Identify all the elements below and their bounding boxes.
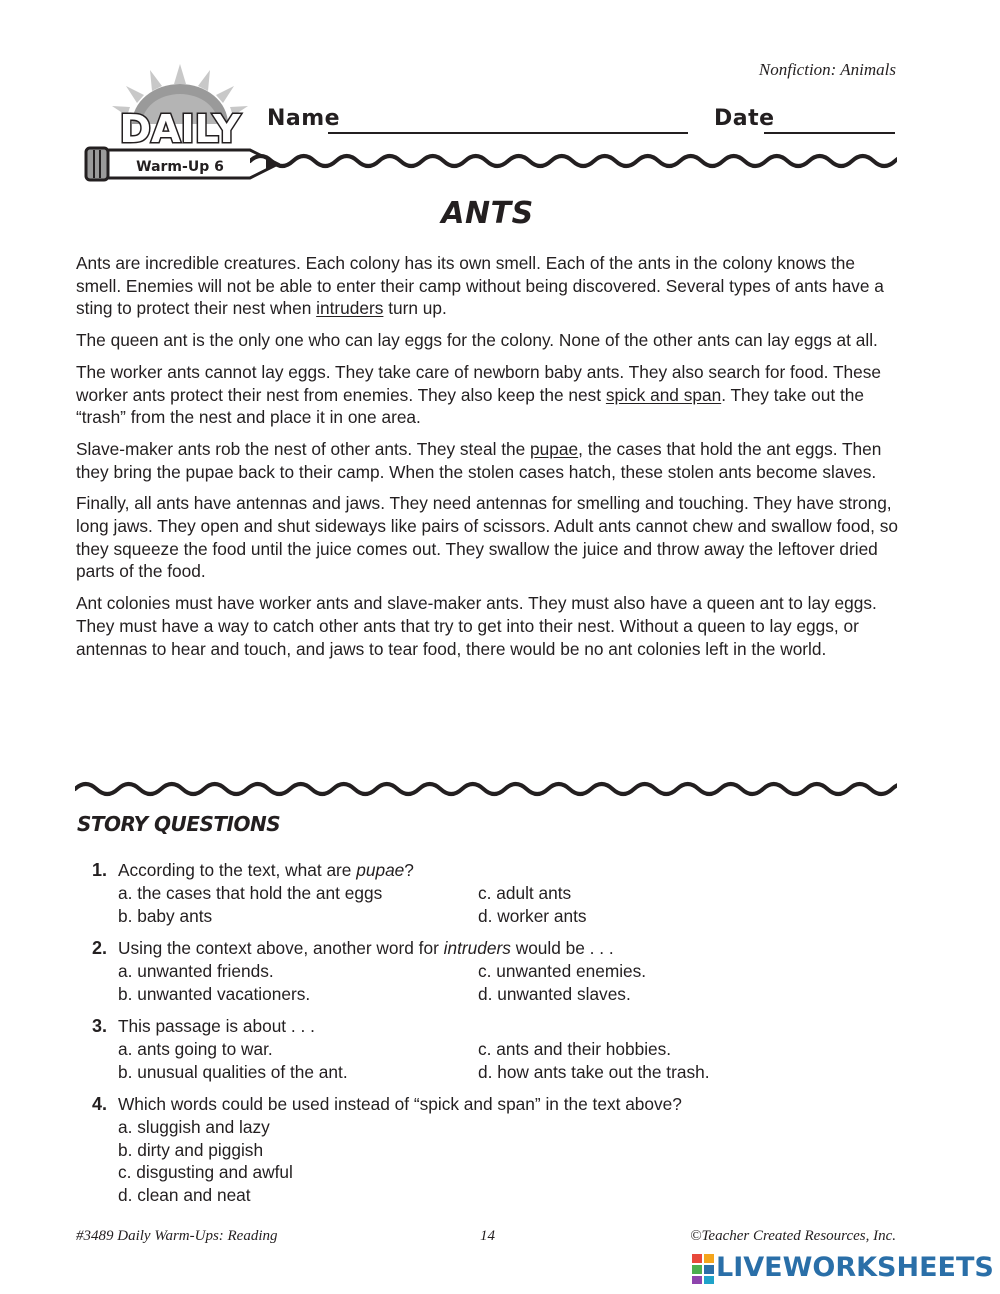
option-c[interactable]: c. disgusting and awful [118,1162,293,1183]
option-b[interactable]: b. baby ants [118,905,213,926]
footer-page-number: 14 [480,1228,495,1244]
option-d[interactable]: d. unwanted slaves. [478,983,631,1004]
page-title: ANTS [441,196,534,231]
brand-text: LIVEWORKSHEETS [716,1252,994,1283]
genre-label: Nonfiction: Animals [758,60,896,79]
name-field[interactable] [328,132,688,134]
vocab-pupae: pupae [530,438,579,459]
name-label: Name [267,106,341,131]
option-a[interactable]: a. sluggish and lazy [118,1116,270,1137]
story-questions-heading: STORY QUESTIONS [77,812,281,836]
question-2: 2. Using the context above, another word for intruders would be . . . a. unwanted friends. c. unwanted enemies. b. unwanted vacationers. d. unwanted slaves. [92,937,912,1005]
liveworksheets-brand[interactable] [692,1252,992,1286]
option-a[interactable]: a. ants going to war. [118,1038,273,1059]
date-label: Date [714,106,775,131]
question-number: 3. [92,1016,108,1036]
vocab-intruders: intruders [316,298,384,319]
question-number: 2. [92,938,108,958]
option-d[interactable]: d. clean and neat [118,1185,251,1206]
option-c[interactable]: c. unwanted enemies. [478,960,647,981]
logo-word: DAILY [119,107,241,151]
paragraph-6: Ant colonies must have worker ants and slave-maker ants. They must also have a queen ant to lay eggs. They must have a way to catch other ants that try to get into their nest. Without a queen to lay eggs, or antennas to hear and touch, and jaws to tear food, there would be no ant colonies left in the world. [76,593,877,659]
logo-subtitle: Warm-Up 6 [136,159,224,175]
option-c[interactable]: c. adult ants [478,882,572,903]
option-a[interactable]: a. unwanted friends. [118,960,274,981]
date-field[interactable] [764,132,895,134]
footer-copyright: ©Teacher Created Resources, Inc. [690,1228,896,1244]
paragraph-4: Slave-maker ants rob the nest of other ants. They steal the pupae, the cases that hold the ant eggs. Then they bring the pupae back to their camp. When the stolen cases hatch, these stolen ants become slaves. [76,438,882,482]
option-d[interactable]: d. worker ants [478,905,587,926]
section-wave-divider [75,774,897,804]
article-body [76,252,898,669]
header-wave-divider [250,146,897,176]
question-number: 4. [92,1094,108,1114]
option-b[interactable]: b. unwanted vacationers. [118,983,311,1004]
question-number: 1. [92,860,108,880]
paragraph-3: The worker ants cannot lay eggs. They take care of newborn baby ants. They also search for food. These worker ants protect their nest from enemies. They also keep the nest spick and span. They take out the “trash” from the nest and place it in one area. [76,361,881,428]
option-c[interactable]: c. ants and their hobbies. [478,1038,672,1059]
paragraph-5: Finally, all ants have antennas and jaws. They need antennas for smelling and touching. They have strong, long jaws. They open and shut sideways like pairs of scissors. Adult ants cannot chew and swallow food, so they squeeze the food until the juice comes out. They swallow the juice and throw away the leftover dried parts of the food. [76,493,898,582]
liveworksheets-logo-icon [692,1254,714,1284]
paragraph-2: The queen ant is the only one who can lay eggs for the colony. None of the other ants can lay eggs at all. [76,330,878,351]
option-b[interactable]: b. dirty and piggish [118,1139,264,1160]
option-b[interactable]: b. unusual qualities of the ant. [118,1061,348,1082]
option-d[interactable]: d. how ants take out the trash. [478,1061,710,1082]
paragraph-1: Ants are incredible creatures. Each colony has its own smell. Each of the ants in the colony knows the smell. Enemies will not be able to enter their camp without being discovered. Several types of ants have a sting to protect their nest when intruders turn up. [76,253,884,319]
question-4: 4. Which words could be used instead of “spick and span” in the text above? a. sluggish and lazy b. dirty and piggish c. disgusting and awful d. clean and neat [92,1094,682,1206]
vocab-spick-and-span: spick and span [605,384,722,405]
option-a[interactable]: a. the cases that hold the ant eggs [118,882,383,903]
question-3: 3. This passage is about . . . a. ants going to war. c. ants and their hobbies. b. unusual qualities of the ant. d. how ants take out the trash. [92,1015,912,1083]
footer-book-title: #3489 Daily Warm-Ups: Reading [76,1228,278,1244]
question-1: 1. According to the text, what are pupae? a. the cases that hold the ant eggs c. adult ants b. baby ants d. worker ants [92,859,912,927]
